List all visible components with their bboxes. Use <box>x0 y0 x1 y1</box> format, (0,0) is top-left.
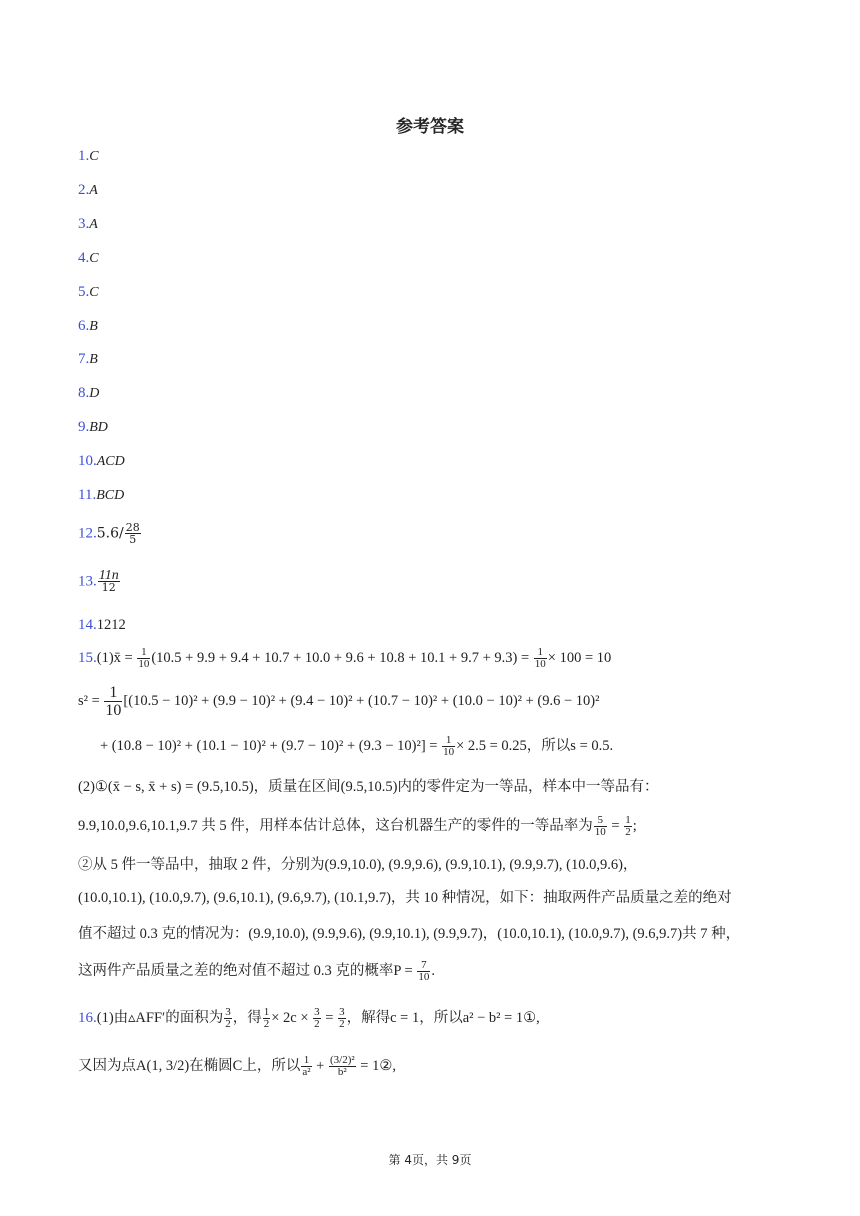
text: × 100 = 10 <box>547 649 612 666</box>
question-number: 3. <box>78 215 90 232</box>
answer-row <box>78 282 798 303</box>
answer-text: B <box>89 352 98 368</box>
fraction: $\frac{28}{5}$ <box>125 521 140 546</box>
text: (1)由▵AFF′的面积为 <box>96 1009 224 1026</box>
q15-line-6: ②从 5 件一等品中，抽取 2 件，分别为(9.9,10.0), (9.9,9.6), (9.9,10.1), (9.9,9.7), (10.0,9.6)， <box>78 857 638 873</box>
fraction: $\frac{7}{10}$ <box>418 959 430 983</box>
q15-line-9 <box>78 960 798 983</box>
answer-text: A <box>89 182 98 198</box>
answer-text: ACD <box>96 454 125 470</box>
text: . <box>431 962 435 979</box>
text: × 2c × <box>271 1009 313 1026</box>
fraction: $\frac{5}{10}$ <box>594 814 606 838</box>
answer-text: 5.6/ <box>96 525 124 542</box>
question-number: 7. <box>78 351 90 368</box>
question-number: 4. <box>78 249 90 266</box>
text: 又因为点A <box>78 1057 147 1074</box>
fraction: $\frac{1}{\text{a²}}$ <box>302 1054 311 1078</box>
q15-line-4: (2)①(x̄ − s, x̄ + s) = (9.5,10.5)，质量在区间(9.5,10.5)内的零件定为一等品，样本中一等品有： <box>78 779 659 795</box>
fraction: $\frac{1}{10}$ <box>105 684 122 719</box>
text: (1)x̄ = <box>96 649 137 666</box>
answer-13 <box>78 570 798 593</box>
text: + (10.8 − 10)² + (10.1 − 10)² + (9.7 − 10)² + (9.3 − 10)²] = <box>100 737 442 754</box>
question-number: 14. <box>78 617 97 633</box>
text: [(10.5 − 10)² + (9.9 − 10)² + (9.4 − 10)² + (10.7 − 10)² + (10.0 − 10)² + (9.6 − 10)² <box>123 692 600 709</box>
fraction: $\frac{3}{2}$ <box>314 1006 320 1030</box>
answer-text: A <box>89 216 98 232</box>
text: (10.5 + 9.9 + 9.4 + 10.7 + 10.0 + 9.6 + 10.8 + 10.1 + 9.7 + 9.3) = <box>151 649 533 666</box>
text: = <box>607 817 624 834</box>
question-number: 9. <box>78 419 90 436</box>
text: 9.9,10.0,9.6,10.1,9.7 共 5 件，用样本估计总体，这台机器生产的零件的一等品率为 <box>78 817 593 834</box>
fraction: $\frac{1}{10}$ <box>534 646 546 670</box>
answer-text: D <box>89 386 100 402</box>
text: ，解得c = 1，所以a² − b² = 1①, <box>346 1009 540 1026</box>
q15-line-5 <box>78 815 798 838</box>
answer-row <box>78 214 798 235</box>
q15-line-2 <box>78 684 798 719</box>
answer-row <box>78 316 798 337</box>
answer-row <box>78 146 798 167</box>
answer-text: C <box>89 250 99 266</box>
text: = <box>321 1009 338 1026</box>
text: s² = <box>78 692 104 709</box>
answer-row <box>78 180 798 201</box>
fraction: $\frac{1}{10}$ <box>443 734 455 758</box>
text: 在椭圆C上，所以 <box>189 1057 301 1074</box>
question-number: 13. <box>78 573 97 590</box>
q15-line-7: (10.0,10.1), (10.0,9.7), (9.6,10.1), (9.6,9.7), (10.1,9.7)，共 10 种情况，如下：抽取两件产品质量之差的绝对 <box>78 890 732 906</box>
question-number: 5. <box>78 283 90 300</box>
answer-row <box>78 248 798 269</box>
fraction: $\frac{11n}{12}$ <box>98 568 119 594</box>
text: ; <box>632 817 637 834</box>
answer-row <box>78 349 798 370</box>
q15-line-3 <box>100 735 820 758</box>
answer-text: 1212 <box>96 617 126 633</box>
question-number: 6. <box>78 317 90 334</box>
question-number: 8. <box>78 385 90 402</box>
question-number: 12. <box>78 525 97 542</box>
question-number: 10. <box>78 453 97 470</box>
fraction: $\frac{1}{10}$ <box>138 646 150 670</box>
text: × 2.5 = 0.25，所以s = 0.5. <box>456 737 614 754</box>
answer-text: C <box>89 284 99 300</box>
answer-14 <box>78 615 798 635</box>
answer-row <box>78 417 798 438</box>
question-number: 11. <box>78 487 97 503</box>
point-coordinates: (1, 3/2) <box>146 1057 190 1074</box>
fraction: $\frac{\text{(3/2)²}}{\text{b²}}$ <box>329 1054 355 1078</box>
page-title: 参考答案 <box>396 117 464 137</box>
question-number: 16. <box>78 1009 97 1026</box>
answer-text: BCD <box>96 488 125 503</box>
answer-row <box>78 485 798 506</box>
answer-text: C <box>89 149 99 164</box>
answer-12 <box>78 522 798 545</box>
q15-line-1 <box>78 647 798 670</box>
fraction: $\frac{3}{2}$ <box>225 1006 231 1030</box>
fraction: $\frac{3}{2}$ <box>339 1006 345 1030</box>
answer-row <box>78 383 798 404</box>
answer-text: B <box>89 318 98 334</box>
text: ，得 <box>232 1009 262 1026</box>
question-number: 2. <box>78 181 90 198</box>
answer-row <box>78 451 798 472</box>
q16-line-1 <box>78 1007 798 1030</box>
q16-line-2 <box>78 1055 798 1078</box>
question-number: 1. <box>78 148 90 164</box>
fraction: $\frac{1}{2}$ <box>625 814 631 838</box>
answer-text: BD <box>89 420 108 436</box>
q15-line-8: 值不超过 0.3 克的情况为：(9.9,10.0), (9.9,9.6), (9.9,10.1), (9.9,9.7)，(10.0,10.1), (10.0,9.7), (9.6,9.7)共 7 种， <box>78 926 741 942</box>
text: + <box>312 1057 328 1074</box>
fraction: $\frac{1}{2}$ <box>263 1006 270 1030</box>
page-footer: 第 4页，共 9页 <box>388 1153 472 1167</box>
question-number: 15. <box>78 649 97 666</box>
text: = 1②, <box>356 1057 396 1074</box>
text: 这两件产品质量之差的绝对值不超过 0.3 克的概率P = <box>78 962 417 979</box>
